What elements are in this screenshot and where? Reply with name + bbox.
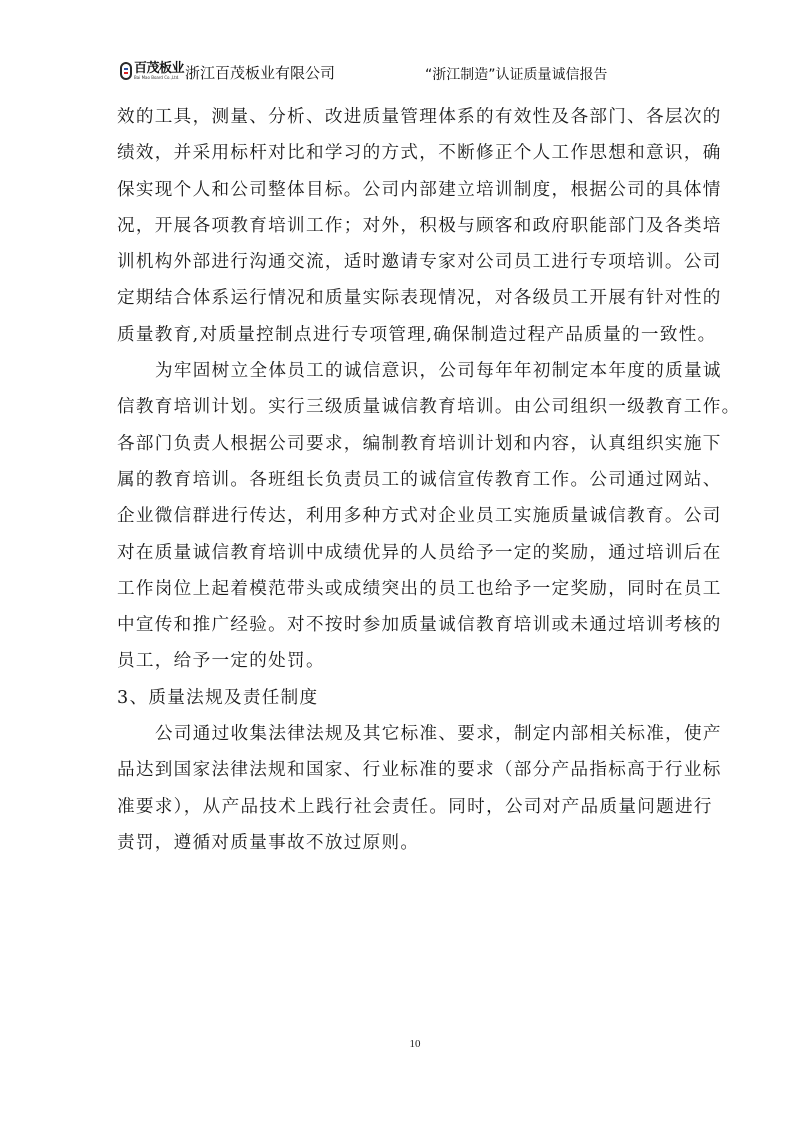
page-header: [120, 58, 720, 88]
body-line: 信教育培训计划。实行三级质量诚信教育培训。由公司组织一级教育工作。: [117, 397, 741, 418]
logo-subtitle: Bai Mao Board Co.,Ltd.: [134, 74, 180, 80]
body-line: 中宣传和推广经验。对不按时参加质量诚信教育培训或未通过培训考核的: [117, 615, 722, 636]
page-number: 10: [409, 1038, 421, 1050]
body-line: 责罚，遵循对质量事故不放过原则。: [117, 832, 420, 853]
document-body: [117, 99, 741, 861]
body-line: 质量教育,对质量控制点进行专项管理,确保制造过程产品质量的一致性。: [117, 324, 717, 345]
logo-brand-text: 百茂板业: [134, 60, 185, 76]
report-title: “浙江制造”认证质量诚信报告: [425, 67, 608, 83]
body-line: 绩效，并采用标杆对比和学习的方式，不断修正个人工作思想和意识，确: [117, 143, 722, 164]
logo-emblem-icon: [120, 62, 132, 80]
body-line: 况，开展各项教育培训工作；对外，积极与顾客和政府职能部门及各类培: [117, 215, 722, 236]
body-line: 准要求），从产品技术上践行社会责任。同时，公司对产品质量问题进行: [117, 796, 713, 817]
body-line: 属的教育培训。各班组长负责员工的诚信宣传教育工作。公司通过网站、: [117, 469, 722, 490]
body-line: 员工，给予一定的处罚。: [117, 651, 325, 672]
body-line: 训机构外部进行沟通交流，适时邀请专家对公司员工进行专项培训。公司: [117, 252, 722, 273]
body-line: 效的工具，测量、分析、改进质量管理体系的有效性及各部门、各层次的: [117, 107, 722, 127]
body-line: 各部门负责人根据公司要求，编制教育培训计划和内容，认真组织实施下: [117, 433, 722, 454]
paragraph-start-line: 公司通过收集法律法规及其它标准、要求，制定内部相关标准，使产: [155, 724, 722, 745]
body-line: 保实现个人和公司整体目标。公司内部建立培训制度，根据公司的具体情: [117, 179, 722, 200]
section-heading: 3、质量法规及责任制度: [117, 687, 319, 708]
company-name: 浙江百茂板业有限公司: [185, 64, 336, 82]
body-line: 工作岗位上起着模范带头或成绩突出的员工也给予一定奖励，同时在员工: [117, 578, 722, 599]
paragraph-start-line: 为牢固树立全体员工的诚信意识，公司每年年初制定本年度的质量诚: [155, 361, 722, 382]
body-line: 企业微信群进行传达，利用多种方式对企业员工实施质量诚信教育。公司: [117, 506, 722, 527]
body-line: 定期结合体系运行情况和质量实际表现情况，对各级员工开展有针对性的: [117, 288, 722, 309]
body-line: 品达到国家法律法规和国家、行业标准的要求（部分产品指标高于行业标: [117, 760, 722, 781]
body-line: 对在质量诚信教育培训中成绩优异的人员给予一定的奖励，通过培训后在: [117, 542, 722, 563]
company-logo: [120, 58, 335, 83]
